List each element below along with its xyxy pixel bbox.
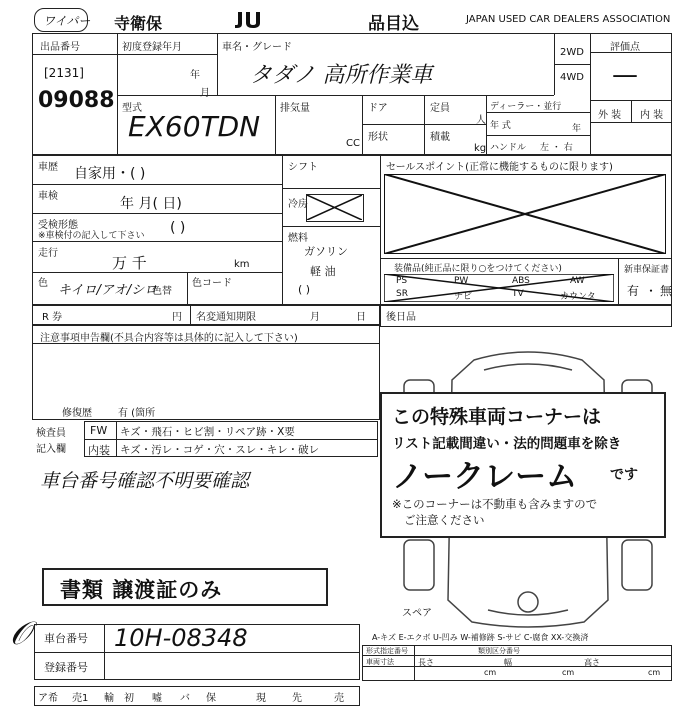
dealer-label: ディーラー・並行 bbox=[490, 102, 562, 112]
transfer-label: 受検形態 bbox=[38, 220, 78, 231]
capacity-unit: 人 bbox=[476, 115, 486, 126]
notice-line1: この特殊車両コーナーは bbox=[392, 406, 602, 428]
inspector-label-2: 記入欄 bbox=[36, 444, 66, 455]
notice-line3-suffix: です bbox=[610, 467, 638, 483]
inspector-fw: FW bbox=[90, 424, 108, 437]
chassis-value: 10H-08348 bbox=[114, 624, 248, 652]
equip-aw: AW bbox=[570, 276, 585, 286]
mileage-value: 万 千 bbox=[112, 254, 147, 272]
ju-logo bbox=[232, 10, 268, 30]
height-label: 高さ bbox=[584, 658, 600, 667]
equip-pw: PW bbox=[454, 276, 469, 286]
rating-exterior: 外 装 bbox=[598, 110, 622, 121]
length-label: 長さ bbox=[418, 658, 434, 667]
registration-year: 年 bbox=[190, 70, 200, 81]
equip-navi: ナビ bbox=[454, 292, 473, 302]
handle-options: 左 ・ 右 bbox=[540, 143, 573, 153]
dealer-year-suffix: 年 bbox=[572, 124, 582, 134]
handwritten-note: 車台番号確認不明要確認 bbox=[40, 470, 250, 492]
car-name-value: タダノ 高所作業車 bbox=[250, 63, 433, 88]
load-label: 積載 bbox=[430, 132, 450, 143]
corner-mark: 𝒪 bbox=[10, 614, 31, 652]
damage-legend: A-キズ E-エクボ U-凹み W-補修跡 S-サビ C-腐食 XX-交換済 bbox=[372, 633, 589, 642]
sales-point-label: セールスポイント(正常に機能するものに限ります) bbox=[386, 162, 613, 173]
capacity-label: 定員 bbox=[430, 103, 450, 114]
registration-label: 初度登録年月 bbox=[122, 42, 182, 53]
aircon-label: 冷房 bbox=[288, 199, 308, 210]
r-ticket-label: R 券 bbox=[42, 312, 63, 323]
inspector-interior: 内装 bbox=[88, 444, 110, 457]
width-label: 幅 bbox=[504, 658, 512, 667]
bottom-4: 初 bbox=[124, 693, 134, 704]
drive-2wd: 2WD bbox=[560, 47, 584, 58]
inspector-interior-items: キズ・汚レ・コゲ・穴・スレ・キレ・破レ bbox=[120, 444, 320, 456]
equip-counter: カウンタ bbox=[560, 292, 596, 302]
registration-month: 月 bbox=[200, 88, 210, 99]
warranty-yes: 有 bbox=[627, 284, 640, 298]
type-number-label: 形式指定番号 bbox=[366, 647, 408, 655]
association-name: JAPAN USED CAR DEALERS ASSOCIATION bbox=[466, 14, 671, 25]
class-number-label: 類別区分番号 bbox=[478, 647, 520, 655]
corner-stamp-text: ワイパー bbox=[43, 14, 91, 28]
equipment-label: 装備品(純正品に限り○をつけてください) bbox=[394, 264, 562, 274]
r-ticket-unit: 円 bbox=[172, 312, 182, 323]
mileage-unit: km bbox=[234, 259, 250, 270]
tax-notice-label: 名変通知期限 bbox=[196, 312, 256, 323]
notes-label: 注意事項申告欄(不具合内容等は具体的に記入して下さい) bbox=[40, 333, 298, 344]
shift-label: シフト bbox=[288, 162, 318, 173]
model-label: 型式 bbox=[122, 103, 142, 114]
bottom-9: 先 bbox=[292, 693, 302, 704]
fuel-other: ( ) bbox=[298, 283, 311, 296]
inspection-value: 年 月( 日) bbox=[120, 196, 182, 212]
documents-label: 書類 譲渡証のみ bbox=[60, 578, 223, 602]
color-repaint: 色替 bbox=[152, 286, 172, 297]
rear-seat-label: 後日品 bbox=[386, 312, 416, 323]
color-value: キイロ/アオ/シロ bbox=[58, 283, 158, 298]
rear-seat-row bbox=[380, 305, 672, 327]
car-name-label: 車名・グレード bbox=[222, 42, 292, 53]
inspector-fw-items: キズ・飛石・ヒビ割・リペア跡・X要 bbox=[120, 426, 295, 438]
bottom-5: 嘘 bbox=[152, 693, 162, 704]
vehicle-dims-label: 車両寸法 bbox=[366, 658, 394, 666]
width-unit: cm bbox=[562, 668, 575, 677]
chassis-label: 車台番号 bbox=[44, 632, 88, 645]
repair-value: 有 (箇所 bbox=[118, 408, 156, 419]
load-unit: kg bbox=[474, 143, 487, 154]
bottom-3: 輸 bbox=[104, 693, 114, 704]
length-unit: cm bbox=[484, 668, 497, 677]
warranty-label: 新車保証書 bbox=[624, 265, 670, 275]
form-title: 品目込 bbox=[368, 14, 419, 34]
rating-value: — bbox=[612, 60, 638, 90]
repair-label: 修復歴 bbox=[62, 408, 92, 419]
displacement-unit: CC bbox=[346, 138, 360, 149]
shape-label: 形状 bbox=[368, 132, 388, 143]
lot-code: [2131] bbox=[44, 66, 84, 80]
bottom-7: 保 bbox=[206, 693, 216, 704]
notice-note1: ※このコーナーは不動車も含みますので bbox=[392, 497, 598, 511]
lot-label: 出品番号 bbox=[40, 42, 80, 53]
history-label: 車歴 bbox=[38, 162, 58, 173]
model-value: EX60TDN bbox=[128, 110, 261, 143]
transfer-paren: ( ) bbox=[170, 220, 186, 236]
tax-notice-month: 月 bbox=[310, 312, 320, 323]
equip-sr: SR bbox=[396, 289, 408, 299]
equip-tv: TV bbox=[512, 289, 524, 299]
transfer-note: ※車検付の記入して下さい bbox=[38, 231, 145, 241]
lot-number: 09088 bbox=[38, 88, 115, 113]
inspection-label: 車検 bbox=[38, 191, 58, 202]
mileage-label: 走行 bbox=[38, 248, 58, 259]
height-unit: cm bbox=[648, 668, 661, 677]
equip-ps: PS bbox=[396, 276, 408, 286]
spare-label: スペア bbox=[402, 608, 432, 619]
rating-label: 評価点 bbox=[610, 42, 640, 53]
warranty-no: 無 bbox=[660, 284, 673, 298]
notice-line2: リスト記載間違い・法的問題車を除き bbox=[392, 436, 622, 452]
color-code-label: 色コード bbox=[192, 278, 232, 289]
bottom-10: 売 bbox=[334, 693, 344, 704]
fuel-label: 燃料 bbox=[288, 233, 308, 244]
color-label: 色 bbox=[38, 278, 48, 289]
dealer-year: 年 式 bbox=[490, 121, 511, 131]
displacement-label: 排気量 bbox=[280, 103, 310, 114]
dept-label: 寺衛保 bbox=[114, 14, 163, 33]
sales-point-crossed-box bbox=[384, 174, 666, 254]
notice-line3: ノークレーム bbox=[392, 459, 578, 495]
reg-number-label: 登録番号 bbox=[44, 661, 88, 674]
notice-note2: ご注意ください bbox=[404, 513, 485, 527]
fuel-diesel: 軽 油 bbox=[310, 265, 336, 278]
history-value: 自家用・( ) bbox=[74, 166, 146, 182]
tax-notice-day: 日 bbox=[356, 312, 366, 323]
corner-stamp bbox=[34, 8, 91, 32]
rating-interior: 内 装 bbox=[640, 110, 664, 121]
bottom-1: ア希 bbox=[38, 693, 58, 704]
handle-label: ハンドル bbox=[490, 143, 527, 153]
equip-abs: ABS bbox=[512, 276, 530, 286]
door-label: ドア bbox=[368, 103, 388, 114]
bottom-2: 売1 bbox=[72, 693, 89, 704]
bottom-6: バ bbox=[180, 693, 190, 704]
inspector-label-1: 検査員 bbox=[36, 428, 66, 439]
fuel-gasoline: ガソリン bbox=[304, 245, 348, 258]
drive-4wd: 4WD bbox=[560, 72, 584, 83]
bottom-8: 現 bbox=[256, 693, 266, 704]
aircon-crossed-box bbox=[306, 194, 364, 222]
